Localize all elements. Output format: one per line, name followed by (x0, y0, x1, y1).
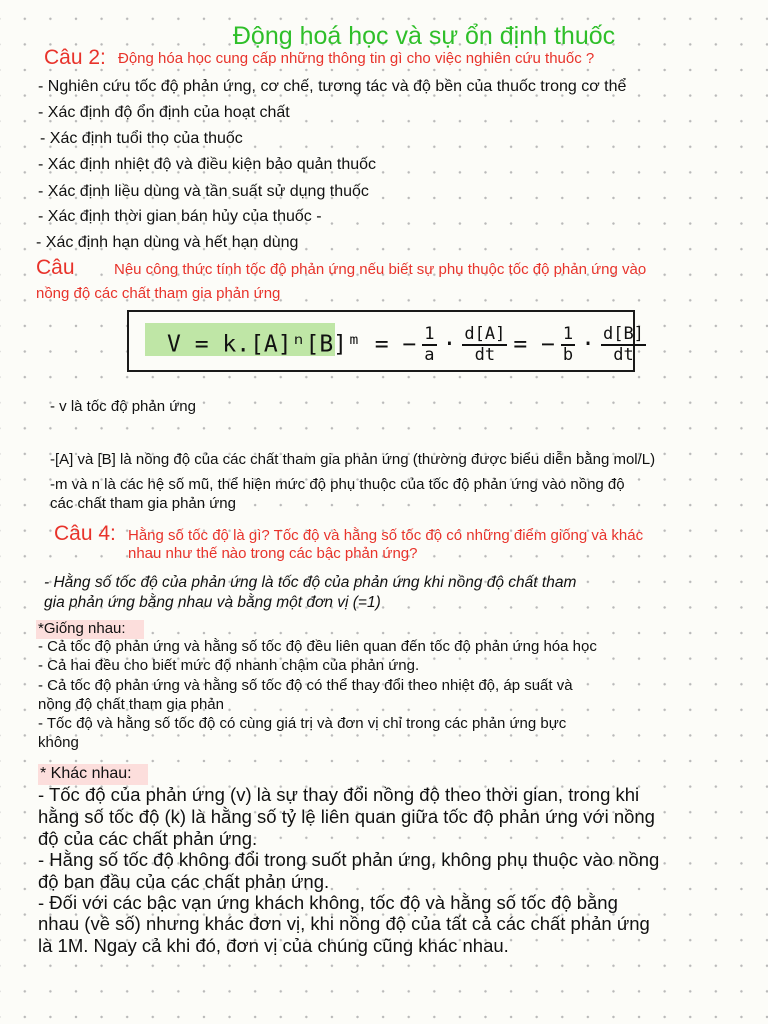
different-line: độ của các chất phản ứng. (38, 828, 258, 849)
similar-line: nồng độ chất tham gia phản (38, 696, 224, 713)
similar-line: - Cả hai đều cho biết mức độ nhanh chậm của phản ứng. (38, 657, 420, 674)
formula-fraction: $\frac{d[A]}{dt}$ (464, 324, 506, 365)
q4-question: Hằng số tốc độ là gì? Tốc độ và hằng số tốc độ có những điểm giống và khác (128, 527, 644, 544)
q3-label: Câu (36, 256, 75, 279)
q2-answer: - Xác định hạn dùng và hết hạn dùng (36, 234, 299, 251)
q4-label: Câu 4: (54, 522, 116, 545)
q3-question: Nêu công thức tính tốc độ phản ứng nếu biết sự phụ thuộc tốc độ phản ứng vào (114, 261, 647, 278)
page-title: Động hoá học và sự ổn định thuốc (232, 22, 616, 50)
q2-answer: - Nghiên cứu tốc độ phản ứng, cơ chế, tương tác và độ bền của thuốc trong cơ thể (38, 78, 627, 95)
q2-answer: - Xác định độ ổn định của hoạt chất (38, 104, 290, 121)
different-line: độ ban đầu của các chất phản ứng. (38, 871, 330, 892)
different-line: nhau (về số) nhưng khác đơn vị, khi nồng độ của tất cả các chất phản ứng (38, 913, 650, 934)
different-line: - Hằng số tốc độ không đổi trong suốt phản ứng, không phụ thuộc vào nồng (38, 849, 660, 870)
q2-answer: - Xác định tuổi thọ của thuốc (40, 130, 243, 147)
different-heading: * Khác nhau: (40, 765, 132, 782)
q2-answer: - Xác định thời gian bán hủy của thuốc - (38, 208, 322, 225)
q2-label: Câu 2: (44, 46, 106, 69)
q3-note: -m và n là các hệ số mũ, thể hiện mức độ phụ thuộc của tốc độ phản ứng vào nồng độ (50, 476, 625, 493)
rate-formula: V = k.[A]ⁿ[B]ᵐ = − $\frac{1}{a}$ · $\frac{d[A]}{dt}$ = − $\frac{1}{b}$ · $\frac{d[B]}{dt}$ (167, 324, 644, 365)
q3-note: các chất tham gia phản ứng (50, 495, 236, 512)
similar-line: không (38, 734, 79, 751)
q3-question: nồng độ các chất tham gia phản ứng (36, 285, 281, 302)
formula-middle: = − (513, 331, 555, 358)
definition: gia phản ứng bằng nhau và bằng một đơn vị (=1) (44, 594, 381, 611)
q2-answer: - Xác định liều dùng và tần suất sử dụng thuốc (38, 183, 369, 200)
different-line: là 1M. Ngay cả khi đó, đơn vị của chúng cũng khác nhau. (38, 935, 509, 956)
different-line: hằng số tốc độ (k) là hằng số tỷ lệ liên quan giữa tốc độ phản ứng với nồng (38, 806, 655, 827)
formula-fraction: $\frac{1}{b}$ (562, 324, 574, 365)
q3-note: - v là tốc độ phản ứng (50, 398, 196, 415)
different-line: - Tốc độ của phản ứng (v) là sự thay đổi nồng độ theo thời gian, trong khi (38, 784, 640, 805)
formula-fraction: $\frac{d[B]}{dt}$ (602, 324, 644, 365)
similar-line: - Cả tốc độ phản ứng và hằng số tốc độ đều liên quan đến tốc độ phản ứng hóa học (38, 638, 597, 655)
definition: - Hằng số tốc độ của phản ứng là tốc độ của phản ứng khi nồng độ chất tham (44, 574, 577, 591)
q3-note: -[A] và [B] là nồng độ của các chất tham gia phản ứng (thường được biểu diễn bằng mol/L) (50, 451, 656, 468)
formula-box (127, 310, 644, 372)
q2-question: Động hóa học cung cấp những thông tin gì cho việc nghiên cứu thuốc ? (118, 50, 595, 67)
q2-answer: - Xác định nhiệt độ và điều kiện bảo quản thuốc (38, 156, 377, 173)
different-line: - Đối với các bậc vạn ứng khách không, tốc độ và hằng số tốc độ bằng (38, 892, 618, 913)
formula-main: V = k.[A]ⁿ[B]ᵐ = − (167, 331, 417, 358)
similar-heading: *Giống nhau: (38, 620, 126, 637)
q4-question: nhau như thế nào trong các bậc phản ứng? (128, 545, 418, 562)
similar-line: - Tốc độ và hằng số tốc độ có cùng giá trị và đơn vị chỉ trong các phản ứng bực (38, 715, 567, 732)
similar-line: - Cả tốc độ phản ứng và hằng số tốc độ có thể thay đổi theo nhiệt độ, áp suất và (38, 677, 573, 694)
formula-fraction: $\frac{1}{a}$ (424, 324, 435, 365)
